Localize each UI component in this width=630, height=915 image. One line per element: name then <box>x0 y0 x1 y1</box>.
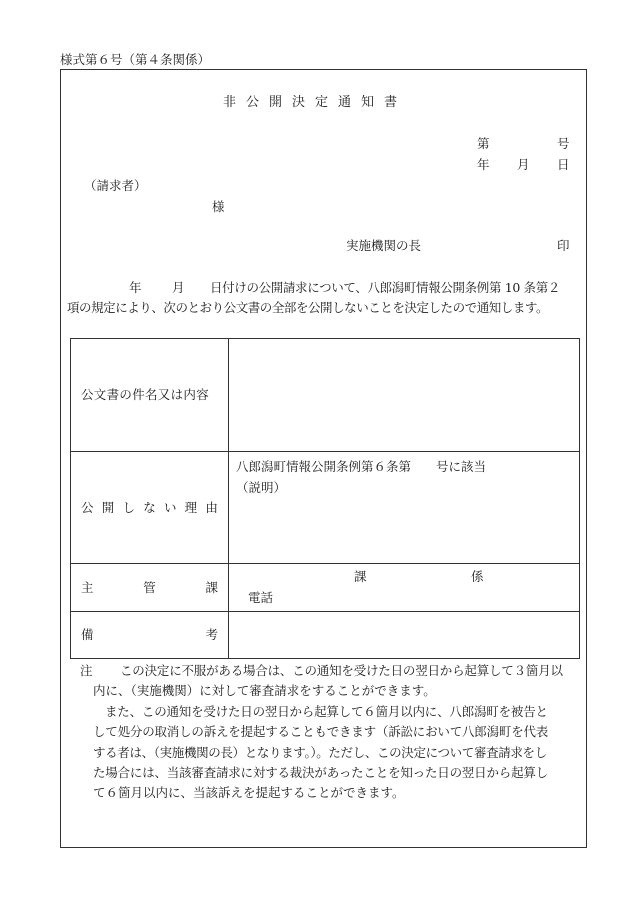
remarks-field[interactable] <box>230 613 579 658</box>
subject-label: 公文書の件名又は内容 <box>81 387 210 402</box>
document-title: 非公開決定通知書 <box>222 95 407 110</box>
table-row-divider <box>71 611 579 612</box>
reason-note: （説明） <box>236 480 287 495</box>
form-id: 様式第６号（第４条関係） <box>60 52 211 67</box>
note-line: して処分の取消しの訴えを提起することもできます（訴訟において八郎潟町を代表 <box>93 724 549 740</box>
issuer: 実施機関の長 <box>346 238 422 253</box>
body-year: 年 <box>129 280 142 295</box>
note-line: た場合には、当該審査請求に対する裁決があったことを知った日の翌日から起算し <box>93 764 548 780</box>
reason-text: 八郎潟町情報公開条例第６条第 号に該当 <box>236 459 487 474</box>
requester-label: （請求者） <box>84 178 147 193</box>
remarks-label: 備 考 <box>81 627 218 642</box>
seal-mark: 印 <box>557 238 570 253</box>
date-month: 月 <box>517 157 530 172</box>
note-line: て６箇月以内に、当該訴えを提起することができます。 <box>93 785 405 801</box>
body-line-2: 項の規定により、次のとおり公文書の全部を公開しないことを決定したので通知します。 <box>67 300 549 315</box>
info-table <box>70 338 580 659</box>
reason-label: 公 開 し な い 理 由 <box>81 500 218 515</box>
notes-block <box>72 661 582 804</box>
note-line: この決定に不服がある場合は、この通知を受けた日の翌日から起算して３箇月以 <box>120 663 563 678</box>
subject-field[interactable] <box>230 340 579 450</box>
table-row-divider <box>71 451 579 452</box>
dept-subsection-label: 係 <box>471 569 484 584</box>
dept-label: 主 管 課 <box>81 580 218 595</box>
doc-number-prefix: 第 <box>477 136 490 151</box>
body-line-1: 日付けの公開請求について、八郎潟町情報公開条例第 10 条第２ <box>210 280 561 295</box>
note-line: 内に、（実施機関）に対して審査請求をすることができます。 <box>93 683 436 699</box>
dept-section-label: 課 <box>354 569 367 584</box>
date-day: 日 <box>557 157 570 172</box>
body-month: 月 <box>172 280 185 295</box>
phone-label: 電話 <box>248 590 274 605</box>
date-year: 年 <box>477 157 490 172</box>
table-row-divider <box>71 563 579 564</box>
note-line: また、この通知を受けた日の翌日から起算して６箇月以内に、八郎潟町を被告と <box>105 703 548 719</box>
doc-number-suffix: 号 <box>557 136 570 151</box>
honorific: 様 <box>212 199 225 214</box>
notes-label: 注 <box>80 663 93 678</box>
note-line: する者は、（実施機関の長）となります。）。ただし、この決定について審査請求をし <box>93 744 547 760</box>
